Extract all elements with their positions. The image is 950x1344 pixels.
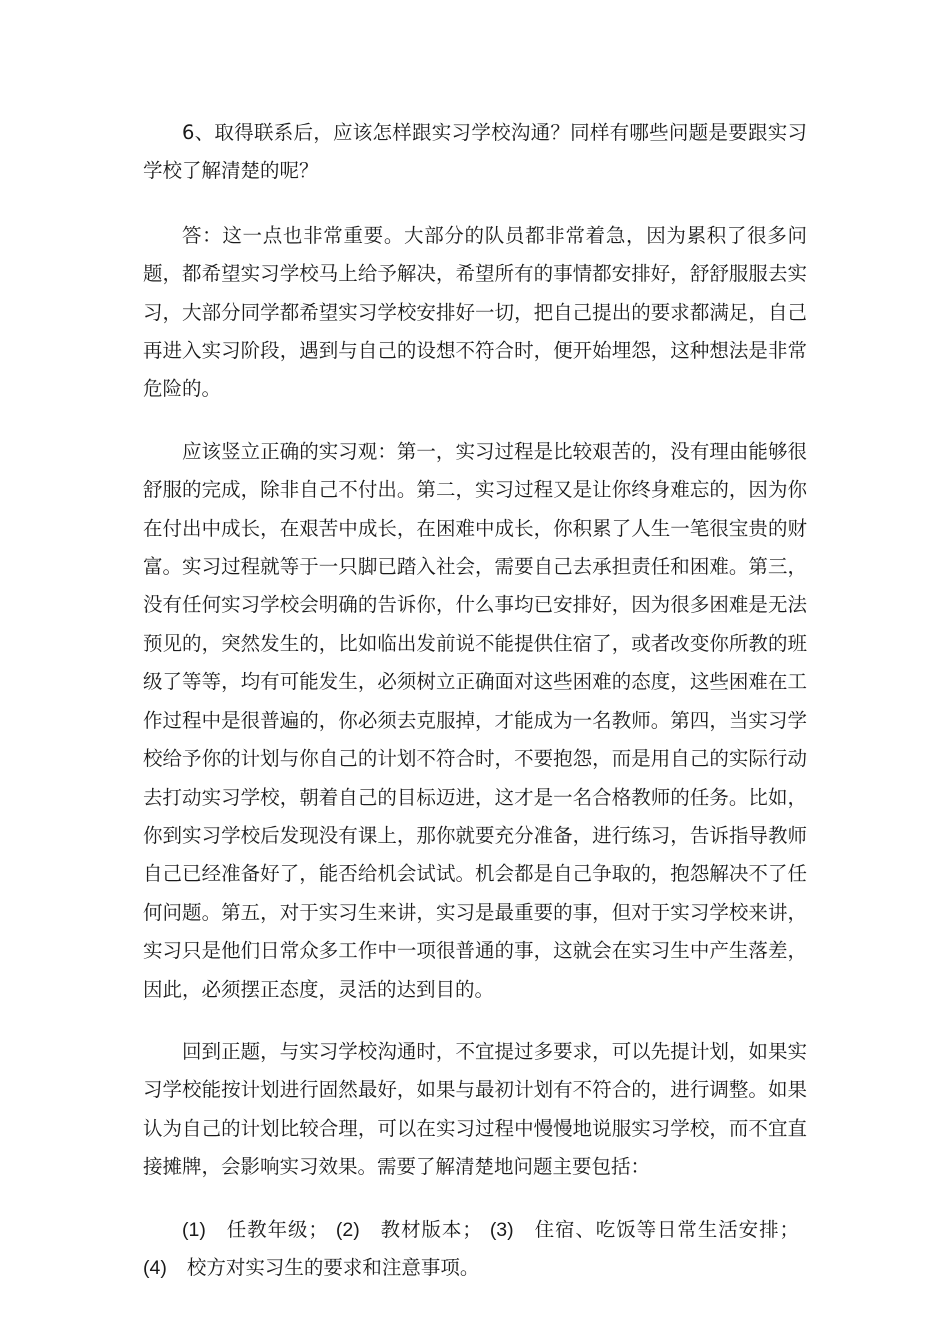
list-item bbox=[143, 1256, 487, 1279]
list-item-number: (4) bbox=[143, 1256, 167, 1279]
communication-paragraph: 回到正题，与实习学校沟通时，不宜提过多要求，可以先提计划，如果实习学校能按计划进行固然最好，如果与最初计划有不符合的，进行调整。如果认为自己的计划比较合理，可以在实习过程中慢慢地说服实习学校，而不宜直接摊牌，会影响实习效果。需要了解清楚地问题主要包括： bbox=[143, 1039, 807, 1179]
list-item-text: 教材版本； bbox=[379, 1217, 482, 1241]
list-item bbox=[182, 1218, 336, 1241]
question-heading: 6、取得联系后，应该怎样跟实习学校沟通？同样有哪些问题是要跟实习学校了解清楚的呢？ bbox=[143, 121, 807, 183]
internship-view-paragraph: 应该竖立正确的实习观：第一，实习过程是比较艰苦的，没有理由能够很舒服的完成，除非自己不付出。第二，实习过程又是让你终身难忘的，因为你在付出中成长，在艰苦中成长，在困难中成长，你积累了人生一笔很宝贵的财富。实习过程就等于一只脚已踏入社会，需要自己去承担责任和困难。第三，没有任何实习学校会明确的告诉你，什么事均已安排好，因为很多困难是无法预见的，突然发生的，比如临出发前说不能提供住宿了，或者改变你所教的班级了等等，均有可能发生，必须树立正确面对这些困难的态度，这些困难在工作过程中是很普遍的，你必须去克服掉，才能成为一名教师。第四，当实习学校给予你的计划与你自己的计划不符合时，不要抱怨，而是用自己的实际行动去打动实习学校，朝着自己的目标迈进，这才是一名合格教师的任务。比如，你到实习学校后发现没有课上，那你就要充分准备，进行练习，告诉指导教师自己已经准备好了，能否给机会试试。机会都是自己争取的，抱怨解决不了任何问题。第五，对于实习生来讲，实习是最重要的事，但对于实习学校来讲，实习只是他们日常众多工作中一项很普通的事，这就会在实习生中产生落差，因此，必须摆正态度，灵活的达到目的。 bbox=[143, 439, 807, 1001]
answer-paragraph: 答：这一点也非常重要。大部分的队员都非常着急，因为累积了很多问题，都希望实习学校马上给予解决，希望所有的事情都安排好，舒舒服服去实习，大部分同学都希望实习学校安排好一切，把自己提出的要求都满足，自己再进入实习阶段，遇到与自己的设想不符合时，便开始埋怨，这种想法是非常危险的。 bbox=[143, 223, 807, 401]
list-item bbox=[490, 1218, 807, 1241]
document-body bbox=[143, 114, 807, 1287]
list-item-number: (2) bbox=[335, 1218, 360, 1241]
list-item bbox=[336, 1218, 490, 1241]
list-item-text: 校方对实习生的要求和注意事项。 bbox=[186, 1255, 480, 1279]
question-item-list bbox=[143, 1211, 807, 1288]
list-item-number: (1) bbox=[182, 1218, 206, 1241]
list-item-text: 任教年级； bbox=[225, 1217, 328, 1241]
list-item-text: 住宿、吃饭等日常生活安排； bbox=[533, 1217, 799, 1241]
list-item-number: (3) bbox=[489, 1218, 514, 1241]
